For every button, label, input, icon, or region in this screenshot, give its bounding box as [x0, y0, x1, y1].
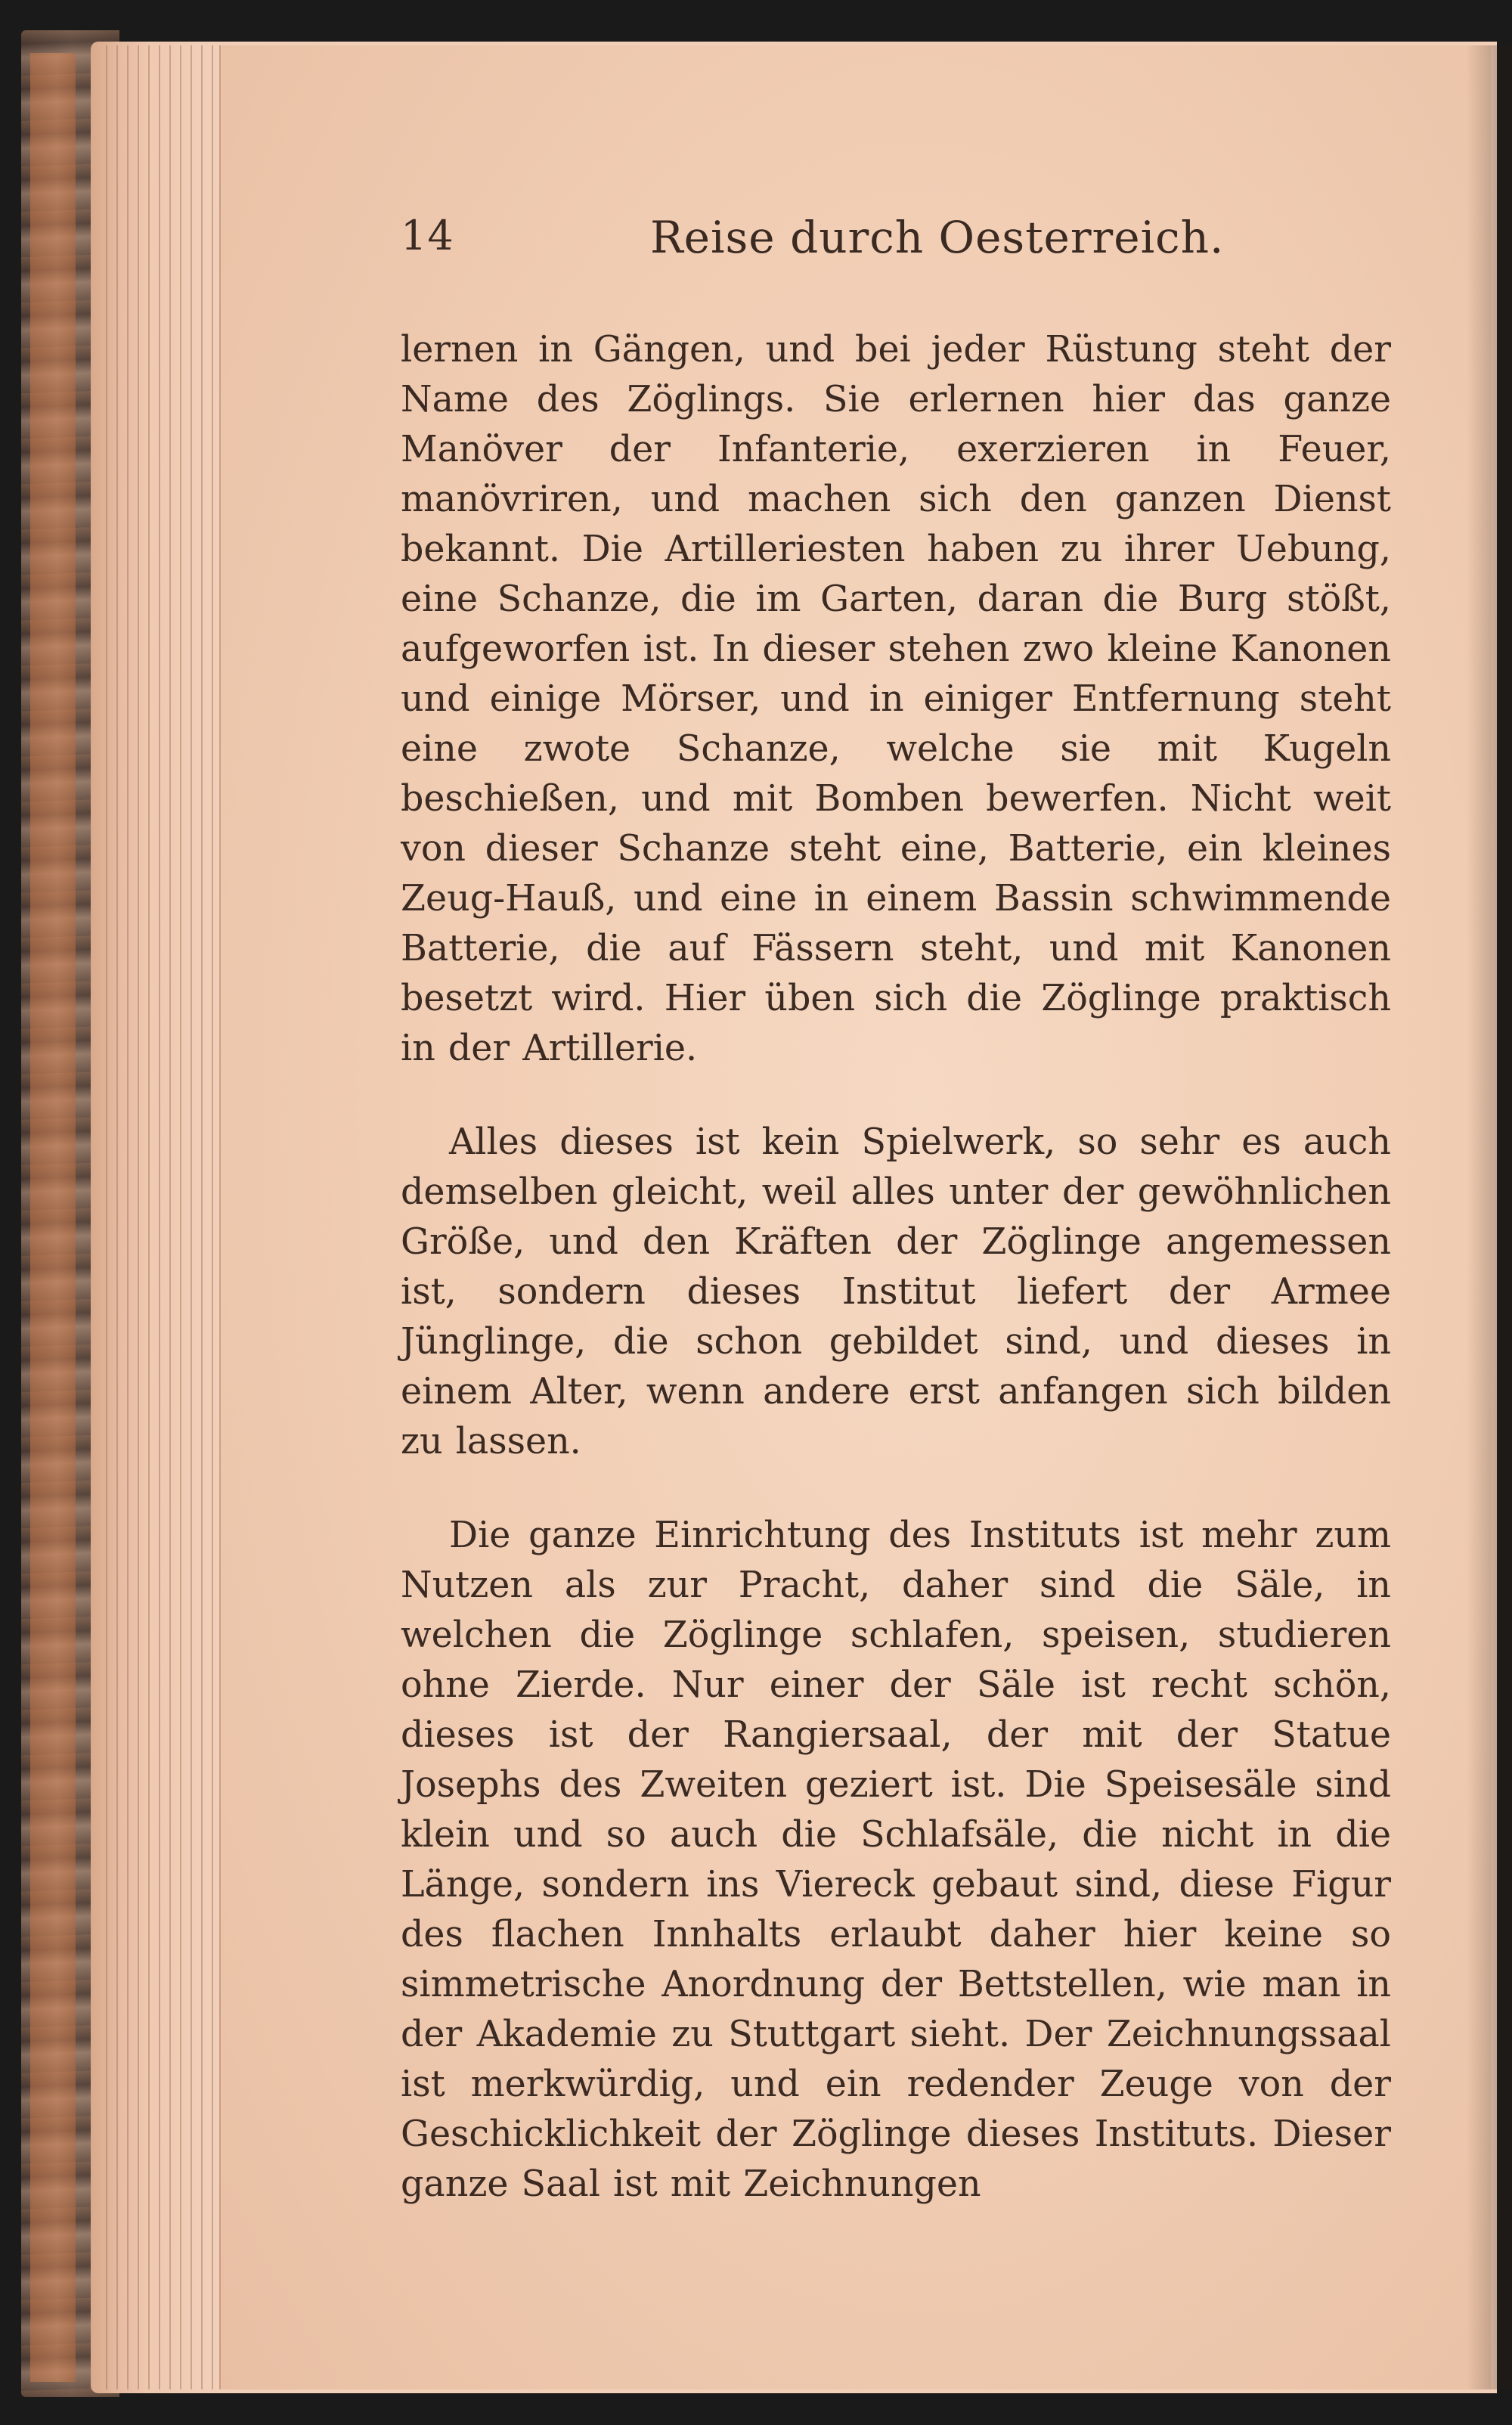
page-number: 14 [401, 212, 454, 259]
paragraph-2: Alles dieses ist kein Spielwerk, so sehr es auch demselben gleicht, weil alles unter der gewöhnlichen Größe, und den Kräften der Zöglinge angemessen ist, sondern dieses Institut liefert der Armee Jünglinge, die schon gebildet sind, und dieses in einem Alter, wenn andere erst anfangen sich bilden zu lassen. [401, 1121, 1391, 1462]
book-cover-edge [30, 53, 76, 2382]
page-text-block [401, 204, 1391, 2209]
paragraph-3: Die ganze Einrichtung des Instituts ist mehr zum Nutzen als zur Pracht, daher sind die Säle, in welchen die Zöglinge schlafen, speisen, studieren ohne Zierde. Nur einer der Säle ist recht schön, dieses ist der Rangiersaal, der mit der Statue Josephs des Zweiten geziert ist. Die Speisesäle sind klein und so auch die Schlafsäle, die nicht in die Länge, sondern ins Viereck gebaut sind, diese Figur des flachen Innhalts erlaubt daher hier keine so simmetrische Anordnung der Bettstellen, wie man in der Akademie zu Stuttgart sieht. Der Zeichnungssaal ist merkwürdig, und ein redender Zeuge von der Geschicklichkeit der Zöglinge dieses Instituts. Dieser ganze Saal ist mit Zeichnungen [401, 1515, 1391, 2205]
page-header [401, 204, 1391, 287]
gutter-shadow [1467, 45, 1512, 2389]
paragraph-1: lernen in Gängen, und bei jeder Rüstung steht der Name des Zöglings. Sie erlernen hier das ganze Manöver der Infanterie, exerzieren in Feuer, manövriren, und machen sich den ganzen Dienst bekannt. Die Artilleriesten haben zu ihrer Uebung, eine Schanze, die im Garten, daran die Burg stößt, aufgeworfen ist. In dieser stehen zwo kleine Kanonen und einige Mörser, und in einiger Entfernung steht eine zwote Schanze, welche sie mit Kugeln beschießen, und mit Bomben bewerfen. Nicht weit von dieser Schanze steht eine, Batterie, ein kleines Zeug-Hauß, und eine in einem Bassin schwimmende Batterie, die auf Fässern steht, und mit Kanonen besetzt wird. Hier üben sich die Zöglinge praktisch in der Artillerie. [401, 329, 1391, 1069]
page-stack-lines [106, 45, 227, 2389]
running-title: Reise durch Oesterreich. [650, 212, 1225, 263]
